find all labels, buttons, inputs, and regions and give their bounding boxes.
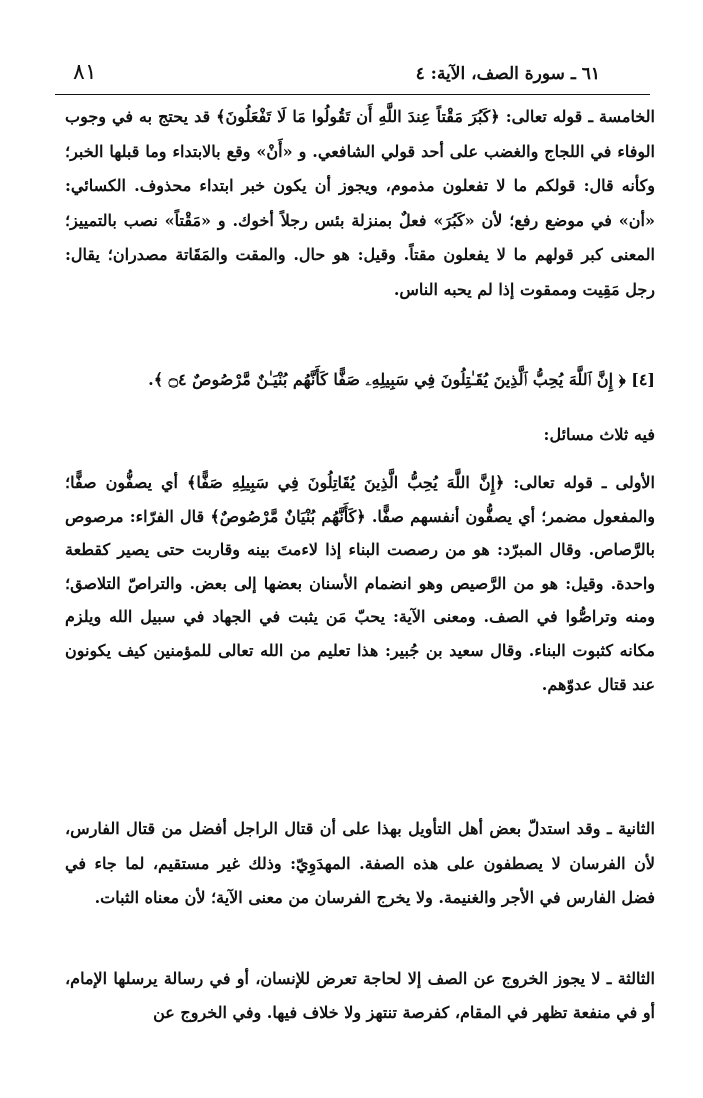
paragraph-first-issue: الأولى ـ قوله تعالى: ﴿إِنَّ اللَّهَ يُحِبُّ الَّذِينَ يُقَاتِلُونَ فِي سَبِيلِهِ صَفًّا﴾ أي يصفُّون صفًّا؛ والمفعول مضمر؛ أي يصفُّون أنفسهم صفًّا. ﴿كَأَنَّهُم بُنْيَانٌ مَّرْصُوصٌ﴾ قال الفرّاء: مرصوص بالرَّصاص. وقال المبرّد: هو من رصصت البناء إذا لاءمتَ بينه وقاربت حتى يصير كقطعة واحدة. وقيل: هو من الرَّصيص وهو انضمام الأسنان بعضها إلى بعض. والتراصّ التلاصق؛ ومنه وتراصُّوا في الصف. ومعنى الآية: يحبّ مَن يثبت في الجهاد في سبيل الله ويلزم مكانه كثبوت البناء. وقال سعيد بن جُبير: هذا تعليم من الله تعالى للمؤمنين كيف يكونون عند قتال عدوّهم. — [65, 473, 655, 694]
header-divider — [55, 94, 650, 95]
paragraph-fifth-issue: الخامسة ـ قوله تعالى: ﴿كَبُرَ مَقْتاً عِندَ اللَّهِ أَن تَقُولُوا مَا لَا تَفْعَلُونَ﴾ قد يحتج به في وجوب الوفاء في اللجاج والغضب على أحد قولي الشافعي. و «أَنْ» وقع بالابتداء وما قبلها الخبر؛ وكأنه قال: قولكم ما لا تفعلون مذموم، ويجوز أن يكون خبر ابتداء محذوف. الكسائي: «أن» في موضع رفع؛ لأن «كَبُرَ» فعلٌ بمنزلة بئس رجلاً أخوك. و «مَقْتاً» نصب بالتمييز؛ المعنى كبر قولهم ما لا يفعلون مقتاً. وقيل: هو حال. والمقت والمَقَاتة مصدران؛ يقال: رجل مَقِيت وممقوت إذا لم يحبه الناس. — [65, 107, 655, 299]
running-header — [55, 60, 650, 94]
running-header-title: ٦١ ـ سورة الصف، الآية: ٤ — [415, 64, 600, 84]
paragraph-third-issue: الثالثة ـ لا يجوز الخروج عن الصف إلا لحاجة تعرض للإنسان، أو في رسالة يرسلها الإمام، أو في منفعة تظهر في المقام، كفرصة تنتهز ولا خلاف فيها. وفي الخروج عن — [65, 969, 655, 1022]
section-intro: فيه ثلاث مسائل: — [543, 425, 655, 444]
paragraph-second-issue: الثانية ـ وقد استدلّ بعض أهل التأويل بهذا على أن قتال الراجل أفضل من قتال الفارس، لأن الفرسان لا يصطفون على هذه الصفة. المهدَوِيّ: وذلك غير مستقيم، لما جاء في فضل الفارس في الأجر والغنيمة. ولا يخرج الفرسان من معنى الآية؛ لأن معناه الثبات. — [65, 819, 655, 908]
quran-verse-4: [٤] ﴿ إِنَّ ٱللَّهَ يُحِبُّ ٱلَّذِينَ يُقَـٰتِلُونَ فِي سَبِيلِهِۦ صَفًّا كَأَنَّهُم بُنْيَـٰنٌ مَّرْصُوصٌ ۝٤ ﴾. — [148, 370, 655, 389]
page-number: ٨١ — [73, 60, 97, 85]
